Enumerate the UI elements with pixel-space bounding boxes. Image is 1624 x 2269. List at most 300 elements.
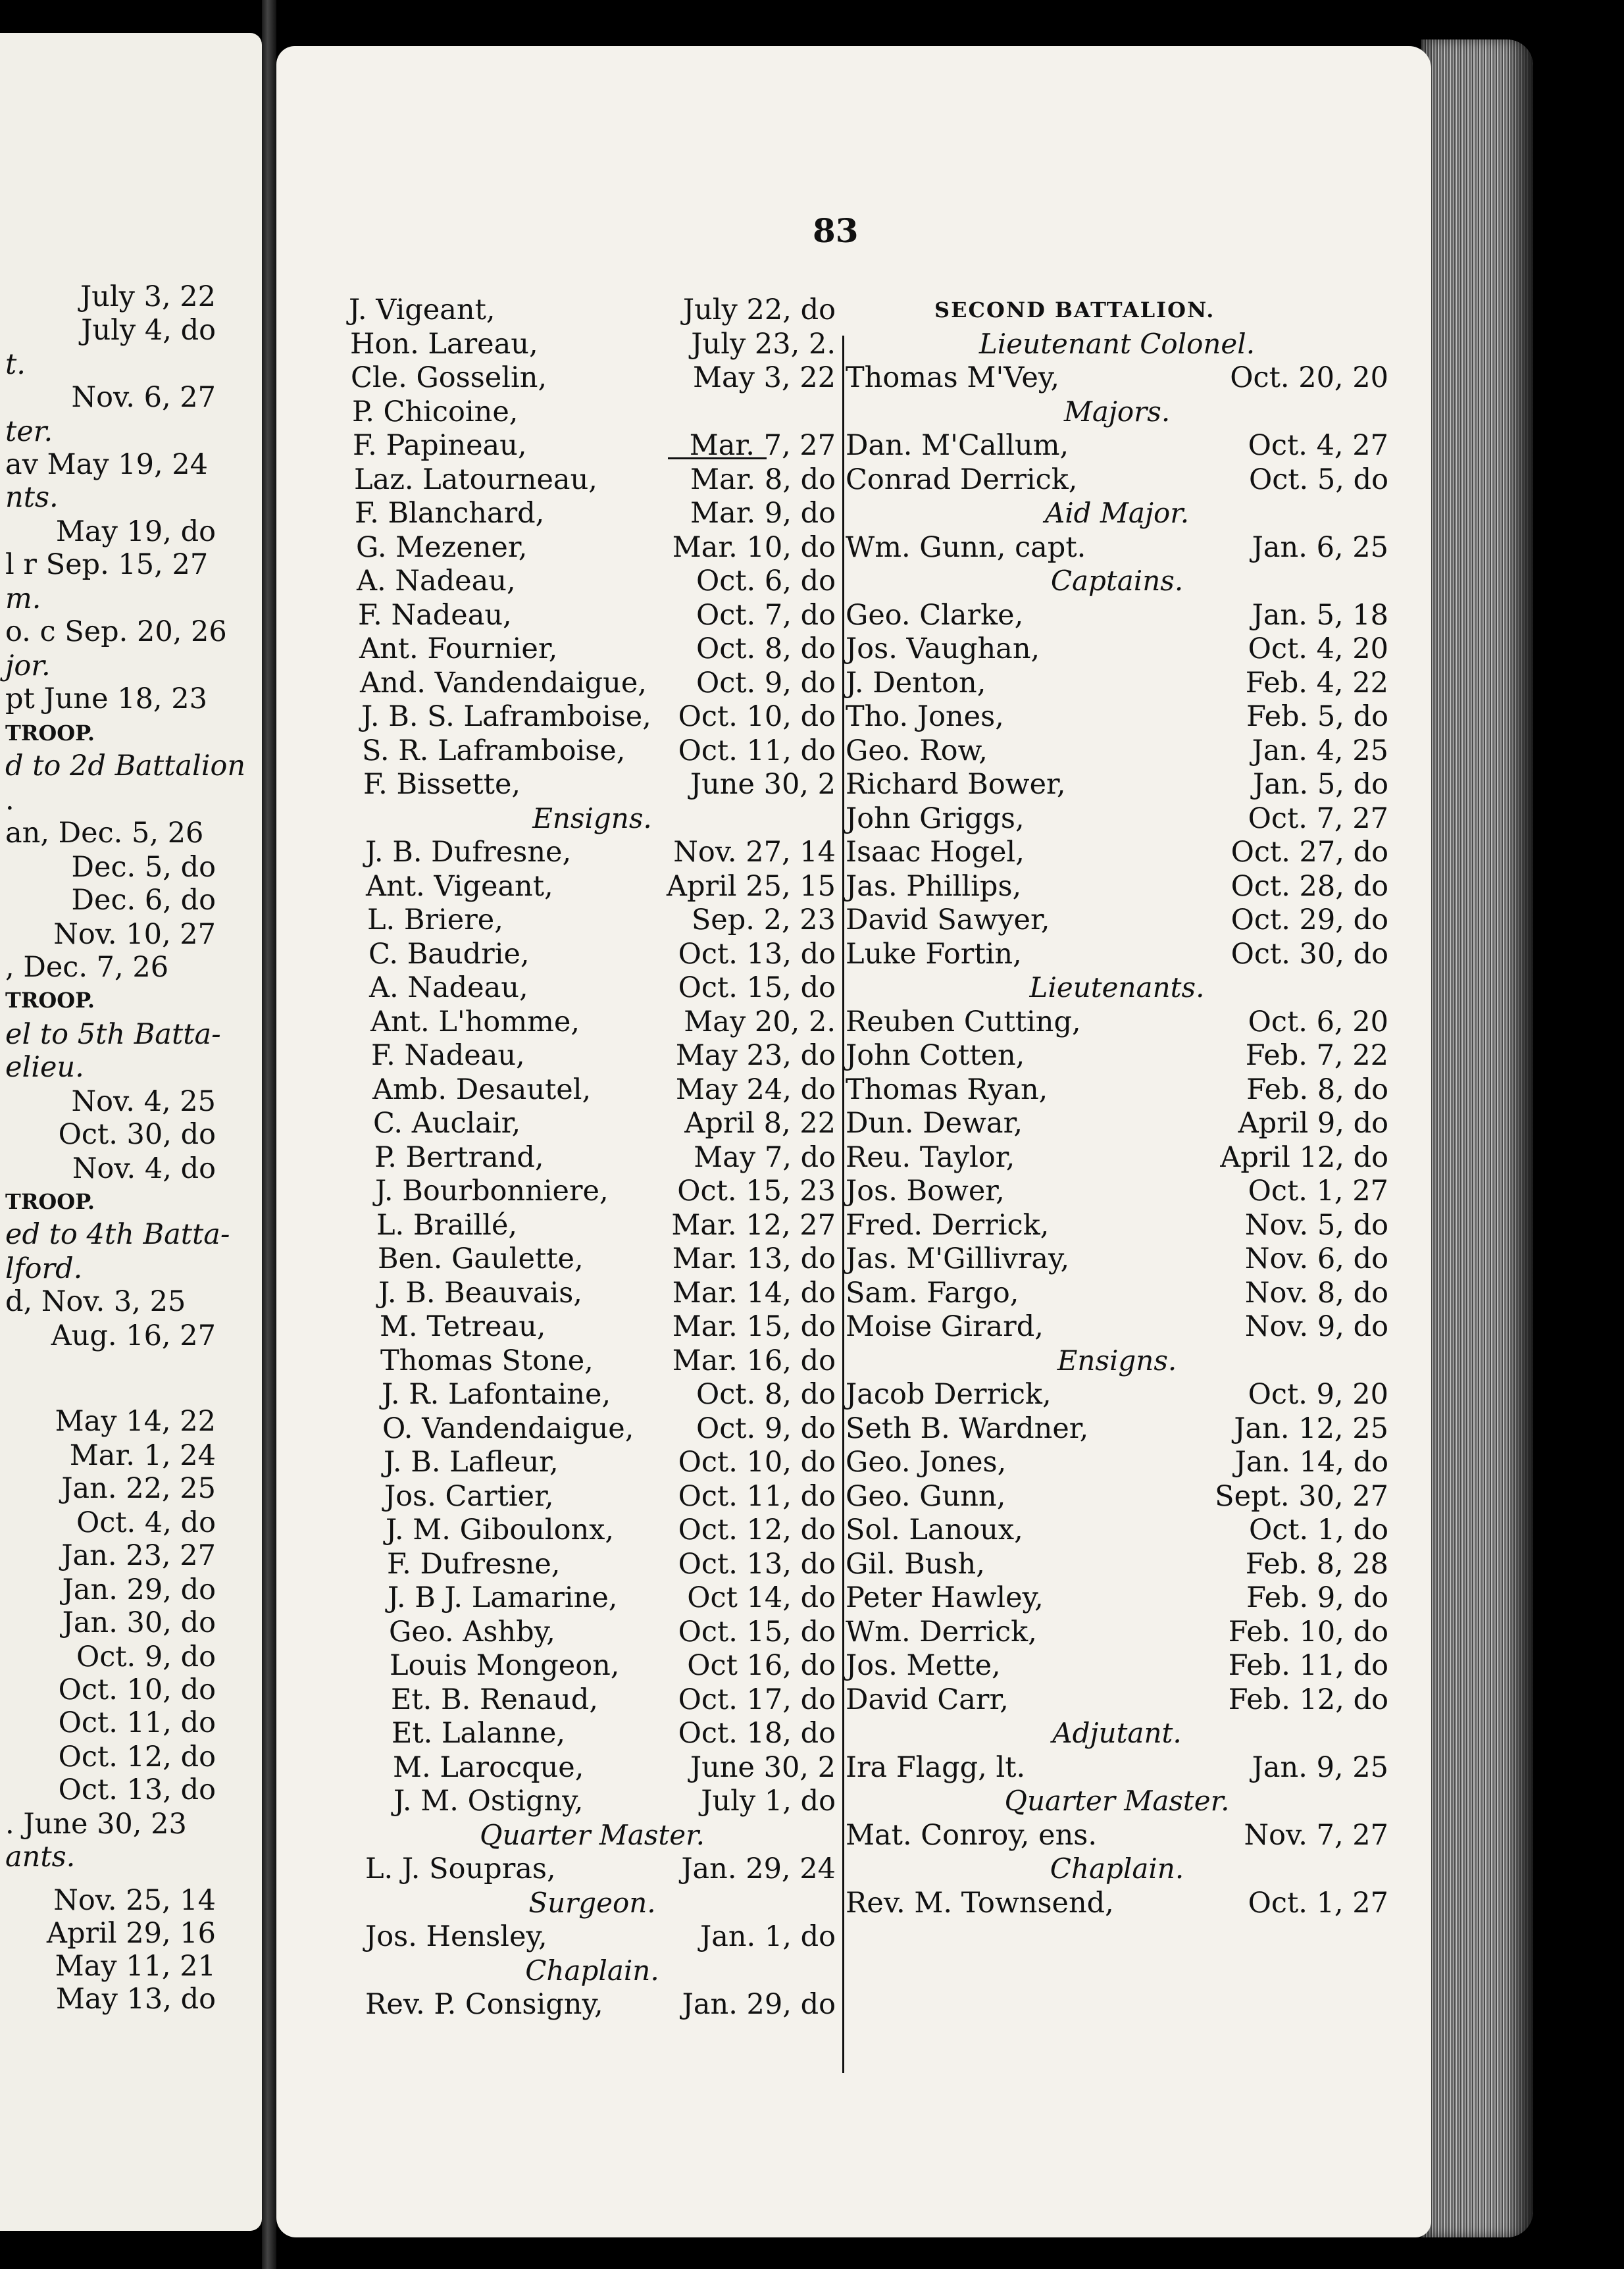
officer-name: Sam. Fargo, [846, 1276, 1019, 1310]
officer-name: P. Bertrand, [374, 1140, 544, 1174]
roster-row [355, 496, 836, 530]
section-heading: Majors. [1063, 395, 1171, 428]
roster-row [846, 1445, 1388, 1479]
commission-date: Feb. 10, do [1228, 1615, 1388, 1648]
roster-row [374, 1140, 836, 1175]
officer-name: J. R. Lafontaine, [382, 1378, 611, 1411]
commission-date: Oct. 10, do [678, 1446, 836, 1479]
commission-date: May 24, do [675, 1073, 836, 1106]
roster-row [846, 1140, 1388, 1175]
roster-row [846, 700, 1388, 734]
left-page-fragment: elieu. [5, 1051, 84, 1084]
commission-date: Feb. 9, do [1246, 1581, 1388, 1614]
left-page-fragment: . [5, 784, 14, 817]
roster-row [389, 1615, 836, 1649]
left-page-fragment: Nov. 10, 27 [53, 918, 216, 951]
roster-row [846, 1615, 1388, 1649]
officer-name: Rev. M. Townsend, [846, 1886, 1114, 1920]
left-page-fragment: . June 30, 23 [5, 1808, 187, 1841]
left-page-fragment: Nov. 4, do [72, 1152, 216, 1185]
commission-date: Oct. 30, do [1231, 937, 1388, 971]
officer-name: J. B. Beauvais, [378, 1276, 582, 1310]
officer-name: J. Denton, [846, 666, 986, 700]
commission-date: Feb. 5, do [1246, 700, 1388, 733]
roster-row [354, 463, 836, 497]
officer-name: J. M. Giboulonx, [386, 1514, 615, 1546]
roster-row [362, 734, 836, 768]
left-page-fragment: l r Sep. 15, 27 [5, 548, 209, 581]
officer-name: L. Briere, [367, 904, 503, 936]
roster-row [393, 1784, 836, 1818]
left-page-fragment: TROOP. [5, 1189, 95, 1214]
left-page-fragment: Aug. 16, 27 [51, 1319, 216, 1352]
commission-date: Oct. 15, do [678, 1615, 836, 1648]
left-page-fragment: Oct. 12, do [58, 1741, 216, 1773]
roster-row [378, 1276, 836, 1310]
roster-row [371, 1038, 836, 1073]
commission-date: April 9, do [1238, 1107, 1388, 1140]
roster-row [378, 1242, 836, 1276]
officer-name: P. Chicoine, [352, 395, 519, 428]
officer-name: C. Baudrie, [368, 937, 530, 971]
roster-row [846, 428, 1388, 463]
commission-date: Oct. 6, do [696, 565, 836, 598]
left-page-fragment: d, Nov. 3, 25 [5, 1285, 186, 1318]
roster-row [372, 1073, 836, 1107]
officer-name: Jos. Vaughan, [846, 632, 1040, 665]
commission-date: Oct. 11, do [678, 734, 836, 767]
left-page-fragment: Oct. 10, do [58, 1673, 216, 1706]
officer-name: Jos. Mette, [846, 1649, 1001, 1682]
commission-date: Sept. 30, 27 [1215, 1479, 1388, 1513]
commission-date: Jan. 6, 25 [1252, 530, 1388, 564]
officer-name: J. B. S. Laframboise, [361, 700, 651, 733]
left-page-fragment: ter. [5, 415, 53, 448]
roster-row [365, 1920, 836, 1954]
commission-date: Oct. 20, 20 [1230, 361, 1388, 394]
commission-date: Oct. 1, 27 [1248, 1175, 1388, 1208]
roster-row [384, 1445, 836, 1479]
left-page-fragment: lford. [5, 1252, 83, 1285]
roster-row [846, 835, 1388, 869]
left-page-fragment: Oct. 30, do [58, 1118, 216, 1151]
officer-name: Laz. Latourneau, [354, 463, 597, 496]
roster-row [846, 530, 1388, 565]
commission-date: Jan. 29, 24 [681, 1852, 836, 1885]
commission-date: Oct. 8, do [696, 1378, 836, 1411]
left-page-fragment: Jan. 22, 25 [61, 1472, 216, 1505]
roster-row [846, 1750, 1388, 1785]
officer-name: Tho. Jones, [846, 700, 1004, 733]
commission-date: July 23, 2. [691, 327, 836, 361]
officer-name: Moise Girard, [846, 1310, 1044, 1343]
officer-name: Reuben Cutting, [846, 1005, 1081, 1038]
roster-row [375, 1174, 836, 1208]
roster-row [846, 666, 1388, 700]
officer-name: Thomas Ryan, [846, 1073, 1048, 1106]
commission-date: Oct. 6, 20 [1248, 1005, 1388, 1038]
commission-date: Mar. 14, do [672, 1276, 836, 1310]
book-gutter [262, 0, 276, 2269]
roster-row [370, 1005, 836, 1039]
commission-date: Oct. 9, do [696, 666, 836, 700]
roster-row [387, 1547, 836, 1581]
roster-row [365, 835, 836, 869]
page-number: 83 [813, 211, 859, 250]
section-heading: Surgeon. [528, 1886, 656, 1919]
commission-date: Oct. 7, do [696, 598, 836, 632]
section-heading: Lieutenant Colonel. [978, 327, 1256, 360]
commission-date: June 30, 2 [690, 768, 836, 801]
officer-name: S. R. Laframboise, [362, 734, 626, 767]
roster-row [846, 1310, 1388, 1344]
roster-row [393, 1750, 836, 1785]
commission-date: Oct. 8, do [696, 632, 836, 665]
commission-date: Nov. 7, 27 [1244, 1818, 1388, 1852]
roster-row [358, 598, 836, 632]
officer-name: O. Vandendaigue, [382, 1412, 634, 1445]
officer-name: A. Nadeau, [357, 565, 516, 598]
left-page-fragment: Nov. 25, 14 [53, 1884, 216, 1917]
roster-row [365, 1987, 836, 2022]
left-page [0, 33, 262, 2231]
left-page-fragment: Jan. 23, 27 [61, 1539, 216, 1572]
commission-date: Mar. 7, 27 [689, 429, 836, 462]
section-heading: Ensigns. [532, 802, 652, 834]
roster-row [846, 1648, 1388, 1683]
officer-name: F. Papineau, [353, 429, 527, 462]
officer-name: Jos. Cartier, [384, 1479, 554, 1513]
roster-row [380, 1310, 836, 1344]
commission-date: Oct. 4, 20 [1248, 632, 1388, 665]
left-page-fragment: May 19, do [55, 515, 216, 548]
left-page-fragment: pt June 18, 23 [5, 682, 207, 715]
roster-row [350, 327, 836, 361]
roster-row [356, 530, 836, 565]
commission-date: Jan. 9, 25 [1252, 1750, 1388, 1784]
commission-date: Oct. 13, do [678, 937, 836, 971]
commission-date: May 23, do [675, 1039, 836, 1072]
officer-name: Amb. Desautel, [372, 1073, 592, 1106]
commission-date: Oct. 7, 27 [1248, 802, 1388, 835]
roster-row [357, 564, 836, 598]
left-page-fragment: nts. [5, 481, 59, 514]
right-page [276, 46, 1431, 2237]
roster-row [846, 1005, 1388, 1039]
commission-date: Oct. 15, 23 [677, 1175, 836, 1208]
left-page-fragment: Oct. 13, do [58, 1773, 216, 1806]
officer-name: M. Tetreau, [380, 1310, 546, 1343]
roster-row [846, 1513, 1388, 1547]
commission-date: Oct. 4, 27 [1248, 429, 1388, 462]
officer-name: Fred. Derrick, [846, 1208, 1050, 1242]
section-heading: Chaplain. [525, 1954, 659, 1987]
roster-row [349, 293, 836, 327]
roster-row [352, 395, 836, 429]
officer-name: F. Blanchard, [355, 497, 545, 530]
left-page-fragment: o. c Sep. 20, 26 [5, 615, 227, 648]
left-page-fragment: Nov. 4, 25 [71, 1085, 216, 1118]
roster-row [384, 1479, 836, 1514]
roster-row [846, 1412, 1388, 1446]
commission-date: Jan. 5, do [1252, 768, 1388, 801]
commission-date: Jan. 1, do [699, 1920, 836, 1953]
commission-date: Oct. 18, do [678, 1717, 836, 1750]
commission-date: Oct 14, do [687, 1581, 836, 1614]
commission-date: Jan. 12, 25 [1234, 1412, 1388, 1445]
officer-name: John Cotten, [846, 1039, 1025, 1072]
officer-name: Geo. Row, [846, 734, 988, 767]
section-heading: Ensigns. [1057, 1344, 1177, 1377]
section-heading: Lieutenants. [1029, 971, 1205, 1004]
officer-name: Geo. Jones, [846, 1446, 1007, 1479]
officer-name: Geo. Ashby, [389, 1615, 555, 1648]
officer-name: Et. Lalanne, [392, 1717, 566, 1750]
commission-date: Mar. 13, do [672, 1242, 836, 1275]
officer-name: Reu. Taylor, [846, 1140, 1015, 1174]
left-page-fragment: Oct. 9, do [76, 1641, 216, 1673]
roster-row [846, 903, 1388, 937]
officer-name: John Griggs, [846, 802, 1025, 835]
left-page-fragment: April 29, 16 [46, 1917, 216, 1950]
roster-row [386, 1513, 836, 1547]
commission-date: June 30, 2 [690, 1750, 836, 1784]
left-page-fragment: an, Dec. 5, 26 [5, 817, 204, 850]
officer-name: Luke Fortin, [846, 937, 1022, 971]
roster-row [353, 428, 836, 463]
commission-date: Mar. 10, do [672, 530, 836, 564]
roster-row [846, 734, 1388, 768]
roster-row [369, 971, 836, 1005]
officer-name: Jos. Bower, [846, 1175, 1005, 1208]
roster-row [360, 666, 836, 700]
officer-name: L. Braillé, [376, 1208, 518, 1242]
commission-date: Feb. 8, do [1246, 1073, 1388, 1106]
officer-name: Thomas M'Vey, [846, 361, 1060, 394]
officer-name: David Sawyer, [846, 904, 1050, 936]
commission-date: Feb. 12, do [1228, 1683, 1388, 1716]
officer-name: Isaac Hogel, [846, 836, 1025, 869]
commission-date: Mar. 15, do [672, 1310, 836, 1343]
commission-date: Oct. 9, do [696, 1412, 836, 1445]
page-edges [1421, 39, 1533, 2237]
commission-date: July 1, do [701, 1785, 836, 1818]
left-page-fragment: d to 2d Battalion [5, 750, 246, 782]
officer-name: L. J. Soupras, [365, 1852, 556, 1885]
officer-name: Et. B. Renaud, [391, 1683, 598, 1716]
commission-date: July 22, do [682, 293, 836, 326]
officer-name: J. M. Ostigny, [393, 1785, 584, 1818]
officer-name: Geo. Gunn, [846, 1479, 1006, 1513]
roster-row [367, 903, 836, 937]
left-page-fragment: jor. [5, 650, 51, 682]
left-page-fragment: TROOP. [5, 721, 95, 746]
commission-date: Jan. 29, do [682, 1988, 836, 2021]
commission-date: May 7, do [694, 1140, 836, 1174]
officer-name: Geo. Clarke, [846, 598, 1024, 632]
officer-name: Conrad Derrick, [846, 463, 1078, 496]
left-page-fragment: July 4, do [81, 314, 216, 347]
commission-date: Oct. 1, do [1248, 1514, 1388, 1546]
commission-date: Jan. 14, do [1234, 1446, 1388, 1479]
roster-row [846, 1208, 1388, 1242]
officer-name: Louis Mongeon, [390, 1649, 620, 1682]
roster-row [846, 1547, 1388, 1581]
commission-date: Oct. 27, do [1231, 836, 1388, 869]
section-heading: Chaplain. [1050, 1852, 1184, 1885]
commission-date: May 20, 2. [684, 1005, 836, 1038]
officer-name: Jas. Phillips, [846, 869, 1022, 903]
officer-name: Dun. Dewar, [846, 1107, 1023, 1140]
section-heading: Captains. [1050, 565, 1184, 597]
roster-row [846, 1174, 1388, 1208]
left-page-fragment: el to 5th Batta- [5, 1018, 221, 1051]
commission-date: Nov. 6, do [1244, 1242, 1388, 1275]
commission-date: Jan. 5, 18 [1252, 598, 1388, 632]
commission-date: Jan. 4, 25 [1252, 734, 1388, 767]
officer-name: Mat. Conroy, ens. [846, 1818, 1098, 1852]
officer-name: Jacob Derrick, [846, 1378, 1052, 1411]
commission-date: Nov. 5, do [1244, 1208, 1388, 1242]
officer-name: F. Nadeau, [358, 598, 512, 632]
officer-name: G. Mezener, [356, 530, 528, 564]
left-page-fragment: Mar. 1, 24 [69, 1439, 216, 1472]
commission-date: Oct. 13, do [678, 1547, 836, 1581]
officer-name: Hon. Lareau, [350, 327, 538, 361]
roster-row [361, 700, 836, 734]
officer-name: Ant. Fournier, [359, 632, 558, 665]
left-page-fragment: Oct. 11, do [58, 1706, 216, 1739]
roster-row [365, 1852, 836, 1886]
roster-row [351, 361, 836, 395]
commission-date: Oct. 29, do [1231, 904, 1388, 936]
commission-date: Mar. 9, do [690, 497, 836, 530]
roster-row [382, 1377, 836, 1412]
roster-row [846, 937, 1388, 971]
roster-row [380, 1344, 836, 1378]
officer-name: Cle. Gosselin, [351, 361, 547, 394]
officer-name: Seth B. Wardner, [846, 1412, 1089, 1445]
left-page-fragment: Nov. 6, 27 [71, 381, 216, 414]
commission-date: Oct. 9, 20 [1248, 1378, 1388, 1411]
left-page-fragment: May 14, 22 [55, 1405, 216, 1438]
commission-date: Sep. 2, 23 [691, 904, 836, 936]
commission-date: April 25, 15 [666, 869, 836, 903]
commission-date: April 8, 22 [684, 1107, 836, 1140]
left-page-fragment: TROOP. [5, 988, 95, 1013]
commission-date: Oct. 11, do [678, 1479, 836, 1513]
commission-date: Nov. 27, 14 [673, 836, 836, 869]
section-heading: Quarter Master. [480, 1818, 705, 1851]
commission-date: Oct. 15, do [678, 971, 836, 1004]
roster-row [382, 1412, 836, 1446]
officer-name: Ben. Gaulette, [378, 1242, 584, 1275]
commission-date: Mar. 8, do [690, 463, 836, 496]
officer-name: C. Auclair, [373, 1107, 521, 1140]
roster-row [846, 1683, 1388, 1717]
officer-name: David Carr, [846, 1683, 1009, 1716]
officer-name: Ant. Vigeant, [366, 869, 553, 903]
roster-row [388, 1581, 836, 1615]
officer-name: J. Bourbonniere, [375, 1175, 609, 1208]
officer-name: Wm. Gunn, capt. [846, 530, 1086, 564]
roster-row [846, 361, 1388, 395]
roster-row [846, 632, 1388, 666]
officer-name: F. Nadeau, [371, 1039, 525, 1072]
left-page-fragment: Dec. 5, do [71, 851, 216, 884]
column-divider [842, 336, 844, 2073]
officer-name: Thomas Stone, [380, 1344, 594, 1377]
officer-name: Ant. L'homme, [370, 1005, 580, 1038]
roster-row [846, 1377, 1388, 1412]
roster-row [366, 869, 836, 904]
left-page-fragment: Jan. 30, do [62, 1606, 216, 1639]
officer-name: J. Vigeant, [349, 293, 495, 326]
battalion-title: SECOND BATTALION. [934, 297, 1215, 322]
roster-row [363, 767, 836, 802]
officer-name: Dan. M'Callum, [846, 429, 1069, 462]
officer-name: And. Vandendaigue, [360, 666, 647, 700]
section-heading: Quarter Master. [1004, 1785, 1230, 1817]
officer-name: F. Bissette, [363, 768, 521, 801]
commission-date: Oct. 12, do [678, 1514, 836, 1546]
roster-row [846, 1479, 1388, 1514]
commission-date: Feb. 4, 22 [1245, 666, 1388, 700]
roster-row [846, 463, 1388, 497]
roster-row [846, 767, 1388, 802]
roster-row [846, 1581, 1388, 1615]
commission-date: Oct. 5, do [1248, 463, 1388, 496]
roster-row [846, 1106, 1388, 1140]
commission-date: Feb. 11, do [1228, 1649, 1388, 1682]
officer-name: Rev. P. Consigny, [365, 1988, 603, 2021]
roster-row [373, 1106, 836, 1140]
officer-name: Jos. Hensley, [365, 1920, 547, 1953]
left-page-fragment: ed to 4th Batta- [5, 1218, 230, 1251]
roster-row [391, 1683, 836, 1717]
officer-name: Gil. Bush, [846, 1547, 985, 1581]
roster-row [390, 1648, 836, 1683]
roster-row [846, 1276, 1388, 1310]
officer-name: F. Dufresne, [387, 1547, 561, 1581]
roster-row [846, 1073, 1388, 1107]
officer-name: J. B J. Lamarine, [388, 1581, 618, 1614]
section-heading: Aid Major. [1044, 497, 1190, 529]
commission-date: Oct. 1, 27 [1248, 1886, 1388, 1920]
left-page-fragment: Oct. 4, do [76, 1506, 216, 1539]
commission-date: Nov. 9, do [1244, 1310, 1388, 1343]
section-heading: Adjutant. [1052, 1717, 1182, 1749]
left-page-fragment: , Dec. 7, 26 [5, 951, 169, 984]
roster-row [368, 937, 836, 971]
roster-row [392, 1716, 836, 1750]
roster-row [846, 1242, 1388, 1276]
left-page-fragment: t. [5, 348, 26, 381]
officer-name: J. B. Lafleur, [384, 1446, 559, 1479]
commission-date: Oct. 10, do [678, 700, 836, 733]
roster-row [846, 869, 1388, 904]
commission-date: Oct. 28, do [1231, 869, 1388, 903]
roster-row [846, 1886, 1388, 1920]
roster-row [376, 1208, 836, 1242]
commission-date: Mar. 12, 27 [671, 1208, 836, 1242]
commission-date: Oct. 17, do [678, 1683, 836, 1716]
left-page-fragment: July 3, 22 [80, 280, 216, 313]
commission-date: Oct 16, do [687, 1649, 836, 1682]
commission-date: Feb. 8, 28 [1245, 1547, 1388, 1581]
officer-name: Jas. M'Gillivray, [846, 1242, 1070, 1275]
roster-row [846, 1818, 1388, 1852]
